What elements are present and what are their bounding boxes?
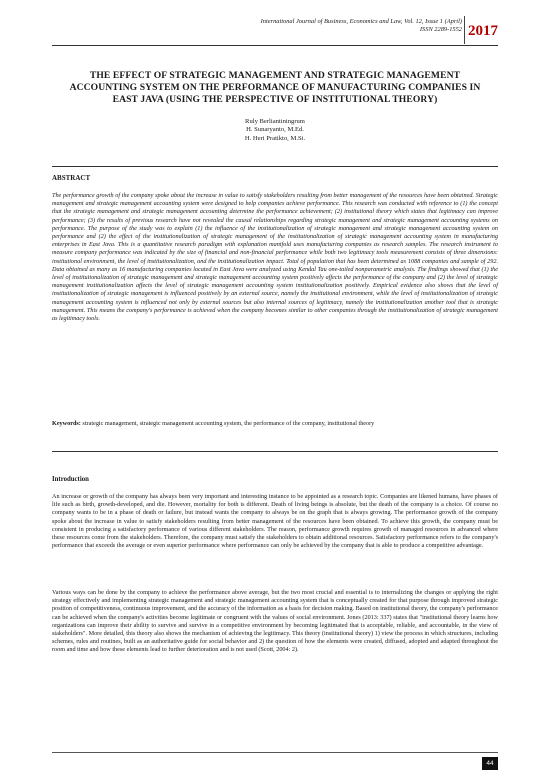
abstract-body: The performance growth of the company spoke about the increase in value to satisfy stakeholders resulting from better management of the resources have been obtained. Strategic management and strategic management accounting system were designed to help companies achieve performance. This research was conducted with reference to (1) the concept that the strategic management and strategic management accounting determine the performance achievement; (2) institutional theory which states that legitimacy can improve performance; (3) the results of previous research have not revealed the causal relationships regarding strategic management and strategic management accounting systems on performance. The purpose of the study was to explain (1) the influence of the institutionalization of strategic management and strategic management accounting system on performance and (2) the effect of the institutionalization of strategic management of the institutionalization of strategic management accounting system in manufacturing enterprises in East Java. This is a quantitative research paradigm with explanation manifold uses manufacturing companies as research samples. The research instrument to measure company performance was indicated by the size of financial and non-financial performance while both two legitimacy tools measurement consists of three dimensions: institutional environment, the level of institutionalization, and the institutionalization impact. Total of population that has been determined as 1088 companies and sample of 292. Data obtained as many as 16 manufacturing companies located in East Java were analyzed using Kendal Tau one-tailed nonparametric analysis. The findings showed that (1) the level of institutionalization of strategic management and strategic management accounting system positively affects the performance of the company and (2) the level of strategic management institutionalization affects the level of strategic management accounting system institutionalization positively. Empirical evidence also shows that the level of institutionalization of strategic management is influenced positively by an external source, namely the institutional environment, while the level of institutionalization of strategic management accounting system is influenced not only by external sources but also internal sources of legitimacy, namely the institutionalization another tool that is strategic management. This means the company's performance is achieved when the company becomes similar to other companies through the institutionalization of strategic management as legitimacy tools. [52,192,498,323]
keywords-label: Keywords: [52,420,81,427]
footer-divider [52,752,498,753]
introduction-paragraph: An increase or growth of the company has always been very important and interesting instance to be appointed as a research topic. Companies are likened humans, have phases of life such as birth, growth-developed, and die. However, mortality for both is different. Death of living beings is absolute, but the death of the company is a choice. Of course no company wants to be in a phase of death or failure, but instead wants the company to always be on the graph that is always growing. The performance growth of the company spoke about the increase in value to satisfy stakeholders resulting from better management of the resources have been obtained. To achieve this growth, the company must be consistent in producing a satisfactory performance of various different stakeholders. The reason, performance growth requires growth of managed resources in advanced where these resources come from the stakeholders. Therefore, the company must satisfy the stakeholders to obtain additional resources. Satisfactory performance refers to the company's performance that exceeds the average or even superior performance where performance can only be achieved by the company that is able to produce a competitive advantage. [52,493,498,550]
author-name: H. Heri Pratikto, M.Si. [244,134,306,142]
header-divider [52,45,498,46]
introduction-heading: Introduction [52,476,89,483]
abstract-heading: ABSTRACT [52,174,91,182]
journal-citation: International Journal of Business, Economics and Law, Vol. 12, Issue 1 (April) [260,18,462,25]
abstract-top-divider [52,166,498,167]
journal-info [261,18,462,34]
paper-title: THE EFFECT OF STRATEGIC MANAGEMENT AND STRATEGIC MANAGEMENT ACCOUNTING SYSTEM ON THE PERFORMANCE OF MANUFACTURING COMPANIES IN EAST JAVA (USING THE PERSPECTIVE OF INSTITUTIONAL THEORY) [69,70,481,105]
introduction-paragraph: Various ways can be done by the company to achieve the performance above average, but the two most crucial and essential is to internalizing the changes or applying the right strategy effectively and implementing strategic management and strategic management accounting system that is conceptually created for that purpose through improved strategic position of competitiveness, continuous improvement, and the accuracy of the information as a basis for decision making. Based on institutional theory, the company's performance can be achieved when the company's activities become legitimate or congruent with the values of social environment. Jones (2013: 337) states that "institutional theory learns how organizations can improve their ability to survive and survive in a competitive environment by becoming legitimated that is acceptable, reliable, and accountable, in the view of stakeholders". More detailed, this theory also shows the mechanism of achieving the legitimacy. This theory (institutional theory) 1) view the process in which structures, including schemes, rules and routines, built as an authoritative guide for social behavior and 2) the question of how the elements were created, diffused, adopted and adapted throughout the room and time and how these elements lead to further deterioration and is not used (Scott, 2004: 2). [52,589,498,654]
page-header [0,14,550,48]
author-name: Ruly Berliantiningrum [245,118,305,125]
abstract-bottom-divider [52,451,498,452]
keywords [52,420,498,428]
page-number: 44 [482,757,498,770]
author-name: H. Sunaryanto, M.Ed. [246,126,304,134]
author-list [0,118,550,143]
publication-year: 2017 [464,16,498,44]
journal-issn: ISSN 2289-1552 [419,26,462,33]
keywords-text: strategic management, strategic management accounting system, the performance of the company, institutional theory [82,420,375,427]
